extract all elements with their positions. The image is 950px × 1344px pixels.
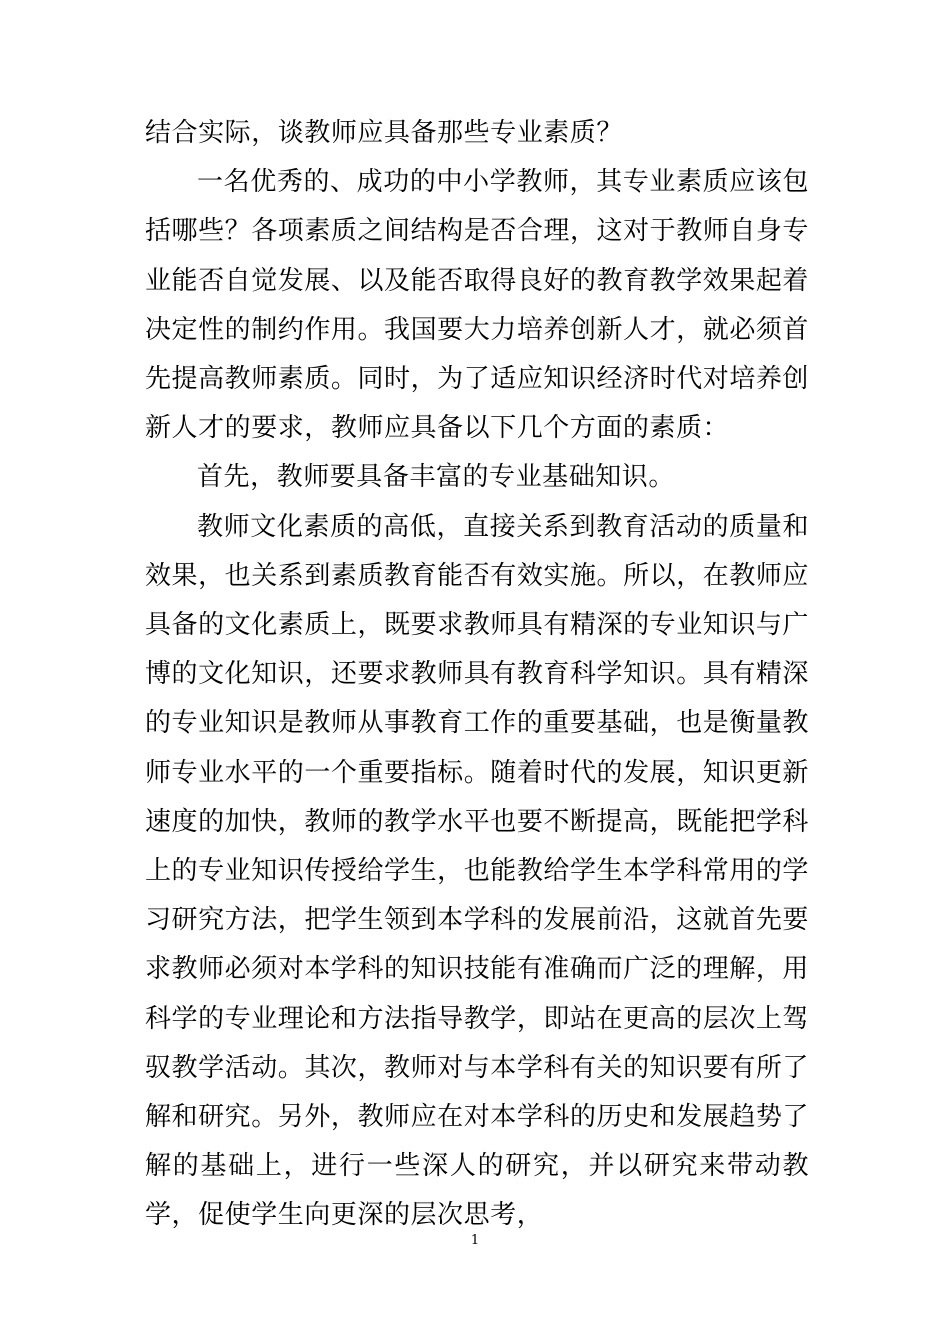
document-title-question: 结合实际，谈教师应具备那些专业素质？ xyxy=(145,118,623,148)
paragraph-intro: 一名优秀的、成功的中小学教师，其专业素质应该包括哪些？各项素质之间结构是否合理，这对于教师自身专业能否自觉发展、以及能否取得良好的教育教学效果起着决定性的制约作用。我国要大力培养创新人才，就必须首先提高教师素质。同时，为了适应知识经济时代对培养创新人才的要求，教师应具备以下几个方面的素质： xyxy=(145,167,809,444)
page-number: 1 xyxy=(470,1233,480,1248)
paragraph-first-point: 首先，教师要具备丰富的专业基础知识。 xyxy=(197,462,675,493)
paragraph-cultural-quality: 教师文化素质的高低，直接关系到教育活动的质量和效果，也关系到素质教育能否有效实施。所以，在教师应具备的文化素质上，既要求教师具有精深的专业知识与广博的文化知识，还要求教师具有教育科学知识。具有精深的专业知识是教师从事教育工作的重要基础，也是衡量教师专业水平的一个重要指标。随着时代的发展，知识更新速度的加快，教师的教学水平也要不断提高，既能把学科上的专业知识传授给学生，也能教给学生本学科常用的学习研究方法，把学生领到本学科的发展前沿，这就首先要求教师必须对本学科的知识技能有准确而广泛的理解，用科学的专业理论和方法指导教学，即站在更高的层次上驾驭教学活动。其次，教师对与本学科有关的知识要有所了解和研究。另外，教师应在对本学科的历史和发展趋势了解的基础上，进行一些深人的研究，并以研究来带动教学，促使学生向更深的层次思考， xyxy=(145,511,809,1231)
document-body xyxy=(145,109,809,1241)
